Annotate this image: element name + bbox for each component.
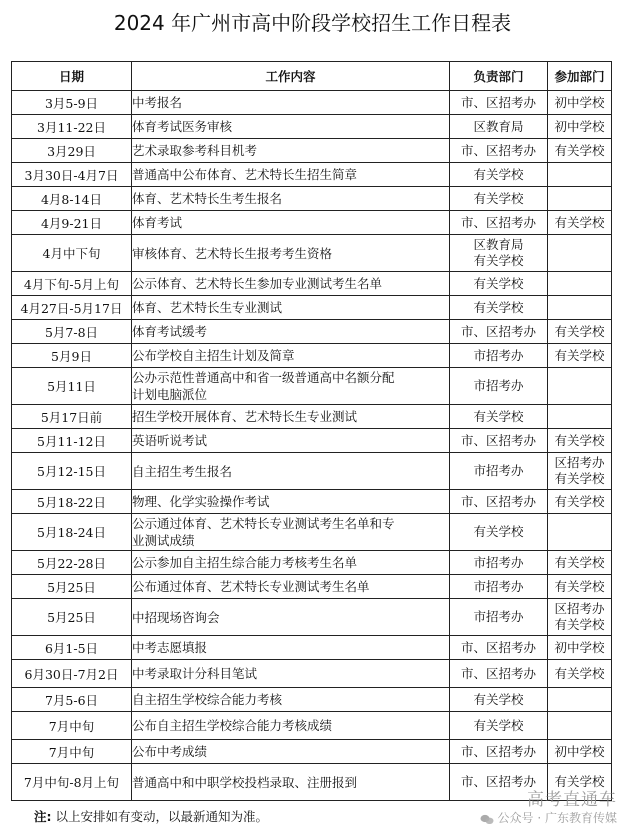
table-row — [12, 296, 612, 320]
cell-participating-dept — [548, 514, 612, 551]
cell-content-line: 艺术录取参考科目机考 — [132, 143, 258, 158]
cell-date: 4月8-14日 — [12, 187, 132, 211]
cell-participating-dept — [548, 490, 612, 514]
cell-participating-dept-line: 初中学校 — [554, 94, 605, 110]
cell-responsible-dept-line: 区教育局 — [473, 237, 524, 252]
table-row — [12, 115, 612, 139]
cell-content-line: 公示参加自主招生综合能力考核考生名单 — [132, 555, 358, 570]
cell-date: 3月30日-4月7日 — [12, 163, 132, 187]
cell-content — [132, 575, 450, 599]
cell-content — [132, 163, 450, 187]
cell-date: 3月5-9日 — [12, 91, 132, 115]
cell-participating-dept-line: 有关学校 — [554, 142, 605, 158]
cell-content-line: 中考录取计分科目笔试 — [132, 666, 258, 681]
cell-responsible-dept — [450, 453, 548, 490]
cell-content — [132, 139, 450, 163]
table-row — [12, 688, 612, 712]
cell-date: 4月下旬-5月上旬 — [12, 272, 132, 296]
cell-participating-dept-line: 初中学校 — [554, 118, 605, 134]
cell-responsible-dept — [450, 211, 548, 235]
cell-responsible-dept-line: 市招考办 — [473, 463, 524, 478]
cell-participating-dept-line: 区招考办 — [554, 601, 605, 616]
cell-responsible-dept-line: 有关学校 — [473, 408, 524, 424]
cell-responsible-dept — [450, 688, 548, 712]
cell-content-line: 体育考试 — [132, 215, 183, 230]
cell-participating-dept — [548, 91, 612, 115]
cell-responsible-dept-line: 市、区招考办 — [460, 665, 536, 681]
cell-responsible-dept-line: 市招考办 — [473, 609, 524, 624]
cell-date: 7月5-6日 — [12, 688, 132, 712]
cell-responsible-dept-line: 市招考办 — [473, 554, 524, 570]
cell-participating-dept-line: 有关学校 — [554, 774, 605, 789]
watermark — [480, 790, 617, 826]
table-row — [12, 712, 612, 740]
header-date: 日期 — [12, 62, 132, 91]
cell-responsible-dept — [450, 405, 548, 429]
cell-participating-dept-line: 区招考办 — [554, 455, 605, 470]
wechat-icon — [480, 813, 494, 824]
cell-responsible-dept — [450, 712, 548, 740]
cell-date: 4月9-21日 — [12, 211, 132, 235]
cell-content-line: 公示通过体育、艺术特长专业测试考生名单和专 — [132, 516, 395, 531]
cell-content — [132, 551, 450, 575]
cell-date: 5月25日 — [12, 599, 132, 636]
cell-content — [132, 91, 450, 115]
cell-content — [132, 660, 450, 688]
cell-participating-dept — [548, 712, 612, 740]
cell-participating-dept — [548, 551, 612, 575]
cell-content — [132, 344, 450, 368]
table-row — [12, 187, 612, 211]
cell-content-line: 中考志愿填报 — [132, 640, 208, 655]
cell-content-line: 中考报名 — [132, 95, 183, 110]
cell-participating-dept — [548, 688, 612, 712]
cell-content — [132, 688, 450, 712]
cell-responsible-dept-line: 市、区招考办 — [460, 142, 536, 158]
cell-date: 7月中旬 — [12, 740, 132, 764]
cell-responsible-dept — [450, 91, 548, 115]
table-header-row — [12, 62, 612, 91]
cell-date: 5月18-22日 — [12, 490, 132, 514]
cell-participating-dept-line: 初中学校 — [554, 743, 605, 759]
table-body — [12, 91, 612, 801]
cell-date: 5月9日 — [12, 344, 132, 368]
cell-content — [132, 453, 450, 490]
cell-content-line: 英语听说考试 — [132, 433, 208, 448]
footnote-label: 注: — [34, 809, 52, 824]
cell-content — [132, 115, 450, 139]
cell-content — [132, 599, 450, 636]
cell-content-line: 计划电脑派位 — [132, 387, 208, 402]
cell-content-line: 物理、化学实验操作考试 — [132, 494, 270, 509]
cell-date: 4月中下旬 — [12, 235, 132, 272]
cell-date: 5月25日 — [12, 575, 132, 599]
table-row — [12, 551, 612, 575]
cell-participating-dept — [548, 368, 612, 405]
cell-responsible-dept — [450, 320, 548, 344]
cell-participating-dept — [548, 660, 612, 688]
cell-content-line: 公布通过体育、艺术特长专业测试考生名单 — [132, 579, 370, 594]
watermark-account: 公众号 · 广东教育传媒 — [497, 811, 617, 825]
cell-content — [132, 740, 450, 764]
cell-responsible-dept-line: 有关学校 — [473, 275, 524, 291]
cell-responsible-dept — [450, 429, 548, 453]
cell-responsible-dept-line: 区教育局 — [473, 118, 524, 134]
cell-responsible-dept-line: 市招考办 — [473, 578, 524, 594]
cell-content-line: 公布中考成绩 — [132, 744, 208, 759]
table-row — [12, 429, 612, 453]
cell-responsible-dept-line: 市、区招考办 — [460, 323, 536, 339]
cell-content — [132, 764, 450, 801]
table-row — [12, 211, 612, 235]
cell-participating-dept — [548, 575, 612, 599]
cell-responsible-dept — [450, 163, 548, 187]
cell-content-line: 中招现场咨询会 — [132, 609, 220, 625]
cell-content-line: 公布学校自主招生计划及简章 — [132, 348, 295, 363]
table-row — [12, 636, 612, 660]
cell-responsible-dept — [450, 740, 548, 764]
cell-participating-dept — [548, 344, 612, 368]
cell-participating-dept — [548, 599, 612, 636]
cell-date: 5月12-15日 — [12, 453, 132, 490]
cell-content — [132, 272, 450, 296]
cell-date: 6月1-5日 — [12, 636, 132, 660]
cell-responsible-dept-line: 市、区招考办 — [460, 493, 536, 509]
cell-participating-dept-line: 有关学校 — [554, 432, 605, 448]
cell-responsible-dept — [450, 599, 548, 636]
cell-participating-dept-line: 有关学校 — [554, 578, 605, 594]
header-content: 工作内容 — [132, 62, 450, 91]
footnote — [34, 808, 268, 826]
table-row — [12, 740, 612, 764]
cell-content — [132, 296, 450, 320]
cell-responsible-dept — [450, 490, 548, 514]
cell-responsible-dept-line: 市、区招考办 — [460, 774, 536, 789]
table-row — [12, 405, 612, 429]
cell-content-line: 体育、艺术特长生考生报名 — [132, 191, 283, 206]
cell-participating-dept — [548, 740, 612, 764]
table-row — [12, 235, 612, 272]
footnote-text: 以上安排如有变动，以最新通知为准。 — [55, 809, 268, 824]
cell-content-line: 体育考试医务审核 — [132, 119, 233, 134]
cell-content — [132, 429, 450, 453]
cell-responsible-dept — [450, 115, 548, 139]
table-row — [12, 272, 612, 296]
cell-date: 3月11-22日 — [12, 115, 132, 139]
cell-responsible-dept — [450, 187, 548, 211]
cell-participating-dept-line: 有关学校 — [554, 493, 605, 509]
cell-responsible-dept — [450, 235, 548, 272]
table-row — [12, 368, 612, 405]
cell-responsible-dept — [450, 272, 548, 296]
cell-content — [132, 211, 450, 235]
watermark-source — [480, 810, 617, 826]
header-participating-dept: 参加部门 — [548, 62, 612, 91]
cell-responsible-dept-line: 市、区招考办 — [460, 432, 536, 448]
cell-participating-dept-line: 有关学校 — [554, 554, 605, 570]
cell-content-line: 体育考试缓考 — [132, 324, 208, 339]
cell-content — [132, 235, 450, 272]
cell-content — [132, 490, 450, 514]
cell-participating-dept — [548, 187, 612, 211]
cell-responsible-dept — [450, 368, 548, 405]
cell-content-line: 业测试成绩 — [132, 533, 195, 548]
table-row — [12, 575, 612, 599]
table-row — [12, 344, 612, 368]
cell-content-line: 公办示范性普通高中和省一级普通高中名额分配 — [132, 370, 395, 385]
cell-participating-dept — [548, 296, 612, 320]
cell-participating-dept-line: 有关学校 — [554, 617, 605, 632]
header-responsible-dept: 负责部门 — [450, 62, 548, 91]
cell-participating-dept-line: 有关学校 — [554, 323, 605, 339]
table-row — [12, 320, 612, 344]
cell-responsible-dept-line: 有关学校 — [473, 253, 524, 268]
table-row — [12, 599, 612, 636]
cell-participating-dept-line: 有关学校 — [554, 665, 605, 681]
cell-date: 3月29日 — [12, 139, 132, 163]
cell-date: 4月27日-5月17日 — [12, 296, 132, 320]
cell-responsible-dept-line: 市、区招考办 — [460, 743, 536, 759]
cell-content-line: 自主招生考生报名 — [132, 463, 233, 479]
cell-date: 5月11-12日 — [12, 429, 132, 453]
cell-participating-dept-line: 有关学校 — [554, 347, 605, 363]
table-row — [12, 139, 612, 163]
cell-participating-dept — [548, 211, 612, 235]
cell-date: 7月中旬-8月上旬 — [12, 764, 132, 801]
cell-responsible-dept-line: 有关学校 — [473, 299, 524, 315]
cell-responsible-dept-line: 有关学校 — [473, 691, 524, 707]
cell-responsible-dept-line: 有关学校 — [473, 524, 524, 539]
page-title: 2024 年广州市高中阶段学校招生工作日程表 — [113, 11, 512, 35]
table-row — [12, 453, 612, 490]
cell-participating-dept — [548, 235, 612, 272]
cell-participating-dept — [548, 429, 612, 453]
cell-date: 5月11日 — [12, 368, 132, 405]
cell-content-line: 公示体育、艺术特长生参加专业测试考生名单 — [132, 276, 383, 291]
cell-date: 5月17日前 — [12, 405, 132, 429]
cell-responsible-dept-line: 有关学校 — [473, 166, 524, 182]
cell-content — [132, 320, 450, 344]
cell-participating-dept — [548, 453, 612, 490]
cell-responsible-dept-line: 有关学校 — [473, 190, 524, 206]
cell-date: 6月30日-7月2日 — [12, 660, 132, 688]
cell-date: 5月22-28日 — [12, 551, 132, 575]
cell-date: 5月18-24日 — [12, 514, 132, 551]
cell-responsible-dept-line: 市、区招考办 — [460, 214, 536, 230]
cell-participating-dept-line: 有关学校 — [554, 471, 605, 486]
cell-content — [132, 187, 450, 211]
cell-date: 5月7-8日 — [12, 320, 132, 344]
cell-content — [132, 514, 450, 551]
cell-responsible-dept — [450, 551, 548, 575]
cell-content-line: 招生学校开展体育、艺术特长生专业测试 — [132, 409, 358, 424]
cell-content-line: 审核体育、艺术特长生报考考生资格 — [132, 245, 333, 261]
cell-responsible-dept-line: 市、区招考办 — [460, 639, 536, 655]
cell-responsible-dept-line: 市、区招考办 — [460, 94, 536, 110]
cell-responsible-dept-line: 有关学校 — [473, 717, 524, 733]
table-row — [12, 514, 612, 551]
table-row — [12, 163, 612, 187]
watermark-title: 高考直通车 — [527, 790, 617, 810]
cell-participating-dept — [548, 320, 612, 344]
cell-content — [132, 368, 450, 405]
table-row — [12, 91, 612, 115]
schedule-table — [11, 61, 612, 801]
cell-content-line: 普通高中和中职学校投档录取、注册报到 — [132, 774, 358, 790]
cell-responsible-dept — [450, 575, 548, 599]
cell-responsible-dept — [450, 344, 548, 368]
cell-participating-dept — [548, 115, 612, 139]
cell-responsible-dept — [450, 660, 548, 688]
cell-participating-dept — [548, 405, 612, 429]
cell-content-line: 体育、艺术特长生专业测试 — [132, 300, 283, 315]
cell-content-line: 自主招生学校综合能力考核 — [132, 692, 283, 707]
table-row — [12, 490, 612, 514]
cell-content — [132, 636, 450, 660]
cell-participating-dept-line: 初中学校 — [554, 639, 605, 655]
cell-responsible-dept — [450, 296, 548, 320]
cell-responsible-dept — [450, 139, 548, 163]
cell-participating-dept — [548, 163, 612, 187]
cell-responsible-dept-line: 市招考办 — [473, 347, 524, 363]
table-row — [12, 660, 612, 688]
cell-responsible-dept — [450, 636, 548, 660]
cell-participating-dept — [548, 272, 612, 296]
cell-content-line: 公布自主招生学校综合能力考核成绩 — [132, 718, 333, 733]
cell-participating-dept — [548, 636, 612, 660]
cell-participating-dept-line: 有关学校 — [554, 214, 605, 230]
cell-content — [132, 405, 450, 429]
cell-participating-dept — [548, 139, 612, 163]
cell-content-line: 普通高中公布体育、艺术特长生招生简章 — [132, 167, 358, 182]
cell-responsible-dept-line: 市招考办 — [473, 378, 524, 393]
cell-responsible-dept — [450, 514, 548, 551]
cell-content — [132, 712, 450, 740]
cell-date: 7月中旬 — [12, 712, 132, 740]
